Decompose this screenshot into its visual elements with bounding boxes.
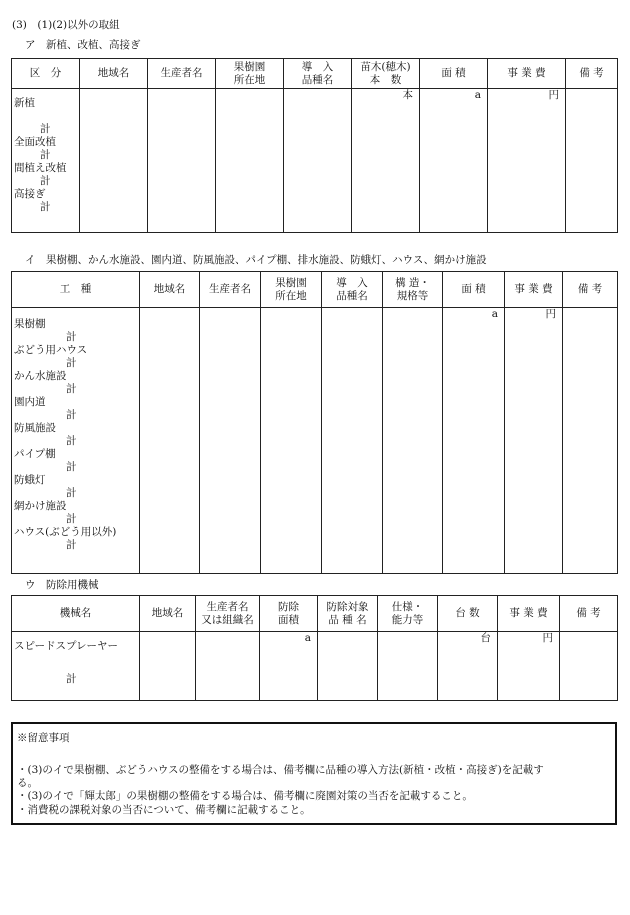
row-subtotal: 計 [66,383,77,395]
unit-are[interactable]: a [420,89,488,233]
row-subtotal: 計 [66,461,77,473]
row-label: 防風施設 [14,422,56,434]
structure-cell[interactable] [383,308,443,574]
header-variety: 導 入 品種名 [322,272,383,308]
row-subtotal: 計 [66,513,77,525]
unit-are[interactable]: a [260,632,318,701]
note-item: ・(3)のイで「輝太郎」の果樹棚の整備をする場合は、備考欄に廃園対策の当否を記載すること。 [17,790,473,802]
region-cell[interactable] [140,308,200,574]
header-cost: 事 業 費 [505,272,563,308]
subsection-c-title: ウ 防除用機械 [25,579,99,591]
header-remarks: 備 考 [566,59,618,89]
header-seedling-count: 苗木(穂木) 本 数 [352,59,420,89]
row-label: スピードスプレーヤー [14,640,119,652]
producer-cell[interactable] [196,632,260,701]
row-label: パイプ棚 [14,448,56,460]
row-label: 防蛾灯 [14,474,46,486]
region-cell[interactable] [140,632,196,701]
header-remarks: 備 考 [560,596,618,632]
unit-yen[interactable]: 円 [505,308,563,574]
row-label: 高接ぎ [14,188,46,200]
producer-cell[interactable] [148,89,216,233]
header-structure: 構 造・ 規格等 [383,272,443,308]
category-column [12,89,80,233]
row-subtotal: 計 [66,673,77,685]
note-item: ・(3)のイで果樹棚、ぶどうハウスの整備をする場合は、備考欄に品種の導入方法(新植・改植・高接ぎ)を記載す [17,764,544,776]
facility-table [11,271,618,574]
remarks-cell[interactable] [566,89,618,233]
unit-are[interactable]: a [443,308,505,574]
header-units: 台 数 [438,596,498,632]
row-label: ぶどう用ハウス [14,344,88,356]
header-region: 地域名 [140,272,200,308]
section-title: (3) (1)(2)以外の取組 [12,19,120,31]
note-item: る。 [17,777,38,789]
header-variety: 導 入 品種名 [284,59,352,89]
row-label: 間植え改植 [14,162,67,174]
remarks-cell[interactable] [563,308,618,574]
header-target-variety: 防除対象 品 種 名 [318,596,378,632]
planting-table [11,58,618,233]
header-area: 面 積 [420,59,488,89]
header-cost: 事 業 費 [498,596,560,632]
header-producer-org: 生産者名 又は組織名 [196,596,260,632]
row-label: 園内道 [14,396,46,408]
remarks-cell[interactable] [560,632,618,701]
variety-cell[interactable] [284,89,352,233]
note-item: ・消費税の課税対象の当否について、備考欄に記載すること。 [17,804,311,816]
row-label: 新植 [14,97,35,109]
row-subtotal: 計 [66,409,77,421]
header-remarks: 備 考 [563,272,618,308]
row-label: 網かけ施設 [14,500,67,512]
orchard-location-cell[interactable] [216,89,284,233]
unit-yen[interactable]: 円 [498,632,560,701]
row-subtotal: 計 [40,201,51,213]
region-cell[interactable] [80,89,148,233]
header-region: 地域名 [140,596,196,632]
row-subtotal: 計 [66,357,77,369]
target-variety-cell[interactable] [318,632,378,701]
header-producer: 生産者名 [148,59,216,89]
unit-dai[interactable]: 台 [438,632,498,701]
unit-hon[interactable]: 本 [352,89,420,233]
header-region: 地域名 [80,59,148,89]
machinery-table [11,595,618,701]
row-subtotal: 計 [66,331,77,343]
header-control-area: 防除 面積 [260,596,318,632]
row-label: 果樹棚 [14,318,46,330]
orchard-location-cell[interactable] [261,308,322,574]
machine-name-column [12,632,140,701]
unit-yen[interactable]: 円 [488,89,566,233]
row-subtotal: 計 [40,123,51,135]
header-machine-name: 機械名 [12,596,140,632]
header-cost: 事 業 費 [488,59,566,89]
header-producer: 生産者名 [200,272,261,308]
spec-cell[interactable] [378,632,438,701]
row-subtotal: 計 [40,175,51,187]
header-orchard-location: 果樹園 所在地 [261,272,322,308]
header-spec: 仕様・ 能力等 [378,596,438,632]
work-type-column [12,308,140,574]
row-subtotal: 計 [66,539,77,551]
header-work-type: 工 種 [12,272,140,308]
row-label: ハウス(ぶどう用以外) [14,526,117,538]
notes-box [11,722,617,825]
subsection-a-title: ア 新植、改植、高接ぎ [25,39,141,51]
row-subtotal: 計 [66,435,77,447]
header-orchard-location: 果樹園 所在地 [216,59,284,89]
header-category: 区 分 [12,59,80,89]
row-label: 全面改植 [14,136,56,148]
subsection-b-title: イ 果樹棚、かん水施設、園内道、防風施設、パイプ棚、排水施設、防蛾灯、ハウス、網かけ施設 [25,254,487,266]
header-area: 面 積 [443,272,505,308]
notes-title: ※留意事項 [17,732,70,744]
row-label: かん水施設 [14,370,67,382]
row-subtotal: 計 [40,149,51,161]
row-subtotal: 計 [66,487,77,499]
row-label [14,110,79,123]
variety-cell[interactable] [322,308,383,574]
producer-cell[interactable] [200,308,261,574]
